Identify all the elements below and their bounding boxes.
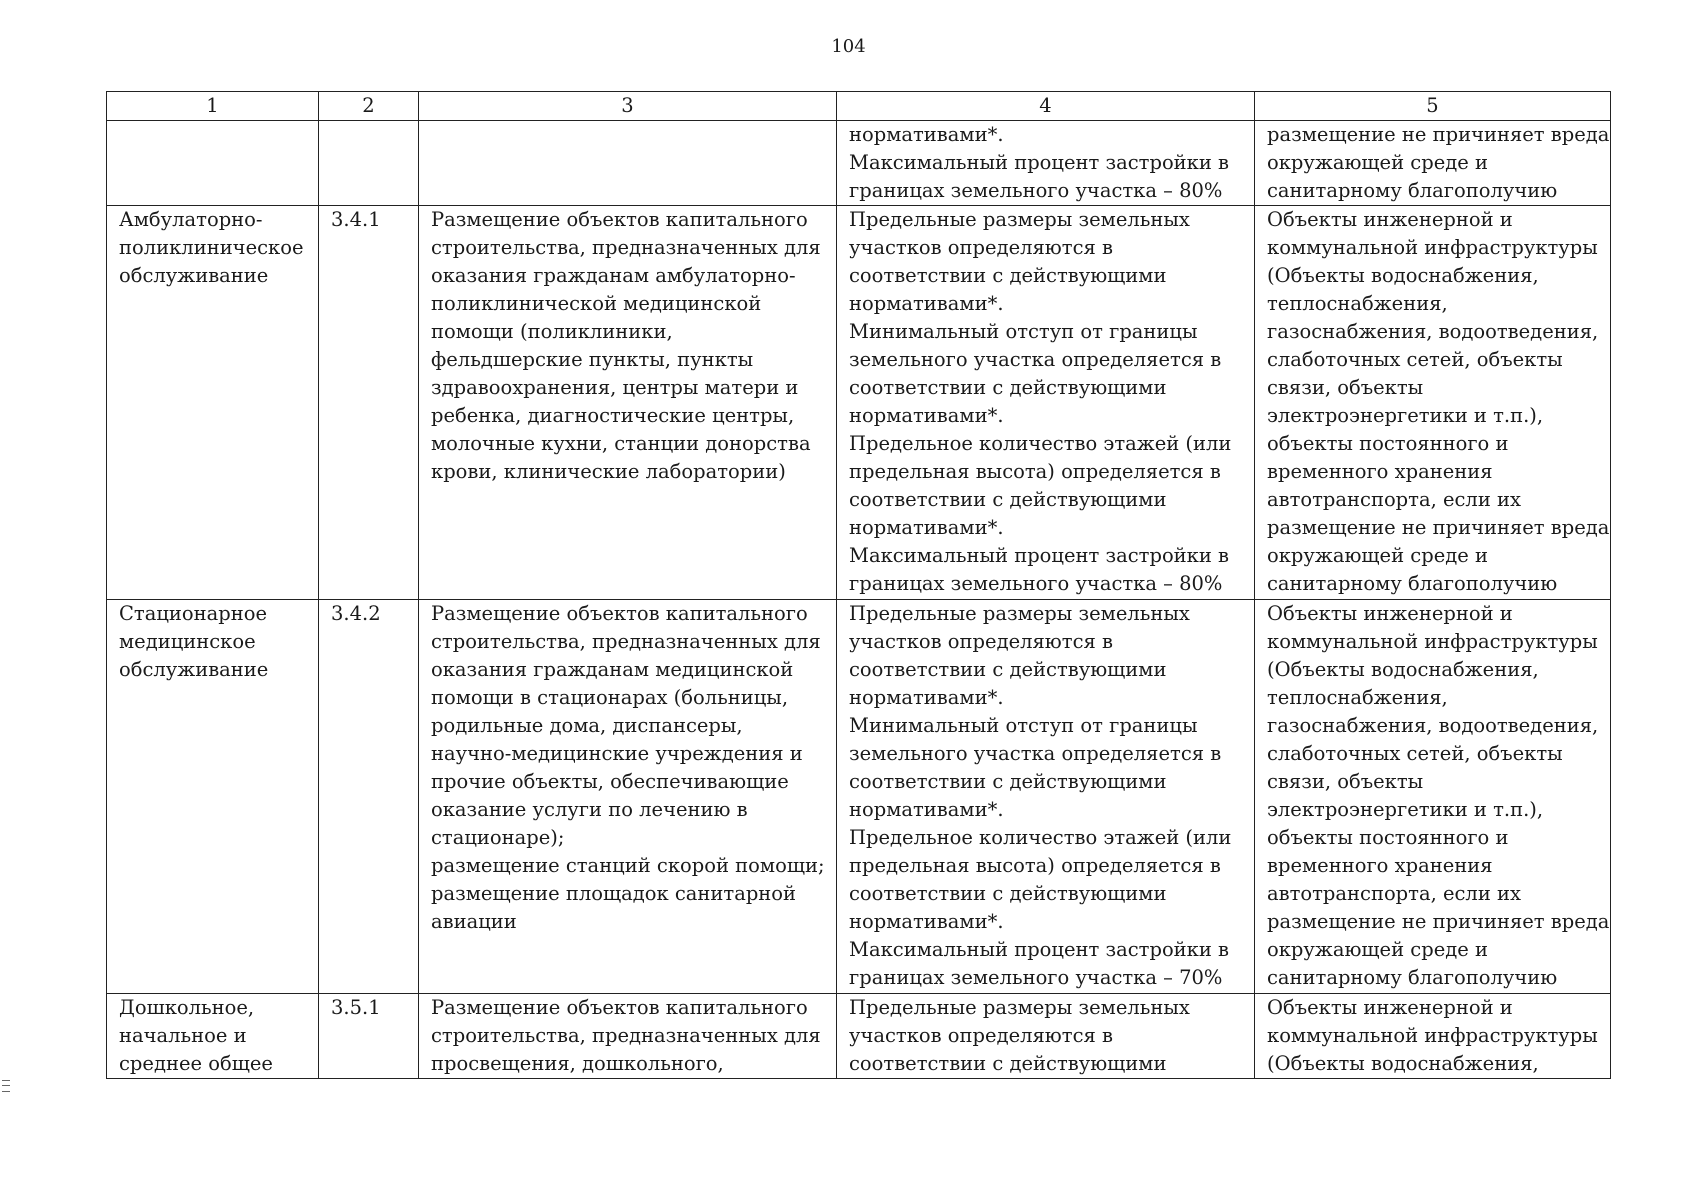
text-line: нормативами*. xyxy=(849,798,1004,821)
table-row xyxy=(107,600,1611,994)
parameters-cell xyxy=(837,121,1255,206)
text-line: молочные кухни, станции донорства xyxy=(431,432,811,455)
text-line: Объекты инженерной и xyxy=(1267,208,1513,231)
text-line: газоснабжения, водоотведения, xyxy=(1267,320,1599,343)
text-line: связи, объекты xyxy=(1267,770,1424,793)
column-number-row xyxy=(107,92,1611,121)
column-number-5: 5 xyxy=(1255,92,1611,121)
text-line: соответствии с действующими xyxy=(849,770,1167,793)
table-row xyxy=(107,121,1611,206)
text-line: нормативами*. xyxy=(849,910,1004,933)
text-line: временного хранения xyxy=(1267,854,1493,877)
text-line: санитарному благополучию xyxy=(1267,966,1558,989)
text-line: соответствии с действующими xyxy=(849,658,1167,681)
text-line: границах земельного участка – 80% xyxy=(849,179,1223,202)
column-number-4: 4 xyxy=(837,92,1255,121)
use-description-cell xyxy=(419,600,837,994)
text-line: (Объекты водоснабжения, xyxy=(1267,264,1539,287)
text-line: оказание услуги по лечению в xyxy=(431,798,748,821)
text-line: Предельные размеры земельных xyxy=(849,602,1190,625)
text-line: фельдшерские пункты, пункты xyxy=(431,348,754,371)
parameters-cell xyxy=(837,600,1255,994)
text-line: соответствии с действующими xyxy=(849,264,1167,287)
text-line: соответствии с действующими xyxy=(849,376,1167,399)
use-name-cell xyxy=(107,994,319,1079)
table-row xyxy=(107,994,1611,1079)
text-line: границах земельного участка – 70% xyxy=(849,966,1223,989)
text-line: окружающей среде и xyxy=(1267,938,1488,961)
text-line: коммунальной инфраструктуры xyxy=(1267,1024,1598,1047)
text-line: связи, объекты xyxy=(1267,376,1424,399)
auxiliary-uses-cell xyxy=(1255,206,1611,600)
text-line: размещение площадок санитарной xyxy=(431,882,797,905)
use-code-cell xyxy=(319,121,419,206)
text-line: газоснабжения, водоотведения, xyxy=(1267,714,1599,737)
text-line: размещение станций скорой помощи; xyxy=(431,854,825,877)
text-line: границах земельного участка – 80% xyxy=(849,572,1223,595)
text-line: коммунальной инфраструктуры xyxy=(1267,630,1598,653)
text-line: Стационарное xyxy=(119,602,267,625)
text-line: авиации xyxy=(431,910,517,933)
text-line: санитарному благополучию xyxy=(1267,572,1558,595)
text-line: теплоснабжения, xyxy=(1267,686,1448,709)
text-line: строительства, предназначенных для xyxy=(431,630,821,653)
text-line: медицинское xyxy=(119,630,256,653)
use-code-cell: 3.4.1 xyxy=(319,206,419,600)
text-line: земельного участка определяется в xyxy=(849,742,1222,765)
text-line: окружающей среде и xyxy=(1267,151,1488,174)
text-line: ребенка, диагностические центры, xyxy=(431,404,795,427)
use-code-cell: 3.5.1 xyxy=(319,994,419,1079)
text-line: обслуживание xyxy=(119,658,269,681)
text-line: слаботочных сетей, объекты xyxy=(1267,742,1563,765)
use-name-cell xyxy=(107,206,319,600)
auxiliary-uses-cell xyxy=(1255,600,1611,994)
text-line: поликлиническое xyxy=(119,236,304,259)
text-line: Амбулаторно- xyxy=(119,208,263,231)
text-line: электроэнергетики и т.п.), xyxy=(1267,798,1544,821)
text-line: теплоснабжения, xyxy=(1267,292,1448,315)
auxiliary-uses-cell xyxy=(1255,994,1611,1079)
text-line: автотранспорта, если их xyxy=(1267,882,1522,905)
text-line: Размещение объектов капитального xyxy=(431,602,808,625)
text-line: участков определяются в xyxy=(849,236,1113,259)
text-line: предельная высота) определяется в xyxy=(849,460,1221,483)
text-line: объекты постоянного и xyxy=(1267,432,1509,455)
text-line: поликлинической медицинской xyxy=(431,292,762,315)
text-line: слаботочных сетей, объекты xyxy=(1267,348,1563,371)
use-name-cell xyxy=(107,600,319,994)
text-line: Предельные размеры земельных xyxy=(849,208,1190,231)
text-line: начальное и xyxy=(119,1024,247,1047)
text-line: коммунальной инфраструктуры xyxy=(1267,236,1598,259)
text-line: размещение не причиняет вреда xyxy=(1267,516,1610,539)
text-line: оказания гражданам медицинской xyxy=(431,658,794,681)
text-line: соответствии с действующими xyxy=(849,488,1167,511)
use-name-cell xyxy=(107,121,319,206)
text-line: участков определяются в xyxy=(849,630,1113,653)
text-line: нормативами*. xyxy=(849,404,1004,427)
text-line: земельного участка определяется в xyxy=(849,348,1222,371)
parameters-cell xyxy=(837,994,1255,1079)
use-description-cell xyxy=(419,121,837,206)
text-line: Дошкольное, xyxy=(119,996,255,1019)
text-line: нормативами*. xyxy=(849,686,1004,709)
text-line: крови, клинические лаборатории) xyxy=(431,460,786,483)
text-line: здравоохранения, центры матери и xyxy=(431,376,799,399)
text-line: Максимальный процент застройки в xyxy=(849,938,1230,961)
text-line: Размещение объектов капитального xyxy=(431,996,808,1019)
column-number-1: 1 xyxy=(107,92,319,121)
parameters-cell xyxy=(837,206,1255,600)
text-line: Объекты инженерной и xyxy=(1267,996,1513,1019)
text-line: временного хранения xyxy=(1267,460,1493,483)
text-line: стационаре); xyxy=(431,826,565,849)
text-line: (Объекты водоснабжения, xyxy=(1267,1052,1539,1075)
text-line: Объекты инженерной и xyxy=(1267,602,1513,625)
table-row xyxy=(107,206,1611,600)
text-line: Минимальный отступ от границы xyxy=(849,320,1198,343)
column-number-3: 3 xyxy=(419,92,837,121)
text-line: размещение не причиняет вреда xyxy=(1267,123,1610,146)
use-description-cell xyxy=(419,994,837,1079)
auxiliary-uses-cell xyxy=(1255,121,1611,206)
text-line: родильные дома, диспансеры, xyxy=(431,714,743,737)
text-line: размещение не причиняет вреда xyxy=(1267,910,1610,933)
text-line: Минимальный отступ от границы xyxy=(849,714,1198,737)
text-line: нормативами*. xyxy=(849,123,1004,146)
text-line: обслуживание xyxy=(119,264,269,287)
text-line: санитарному благополучию xyxy=(1267,179,1558,202)
text-line: объекты постоянного и xyxy=(1267,826,1509,849)
page-number: 104 xyxy=(831,36,866,57)
text-line: помощи в стационарах (больницы, xyxy=(431,686,789,709)
text-line: просвещения, дошкольного, xyxy=(431,1052,724,1075)
column-number-2: 2 xyxy=(319,92,419,121)
text-line: предельная высота) определяется в xyxy=(849,854,1221,877)
text-line: Предельное количество этажей (или xyxy=(849,432,1232,455)
text-line: соответствии с действующими xyxy=(849,882,1167,905)
text-line: участков определяются в xyxy=(849,1024,1113,1047)
text-line: научно-медицинские учреждения и xyxy=(431,742,803,765)
text-line: электроэнергетики и т.п.), xyxy=(1267,404,1544,427)
text-line: нормативами*. xyxy=(849,292,1004,315)
text-line: соответствии с действующими xyxy=(849,1052,1167,1075)
text-line: Максимальный процент застройки в xyxy=(849,151,1230,174)
use-description-cell xyxy=(419,206,837,600)
text-line: строительства, предназначенных для xyxy=(431,236,821,259)
text-line: окружающей среде и xyxy=(1267,544,1488,567)
text-line: Размещение объектов капитального xyxy=(431,208,808,231)
text-line: помощи (поликлиники, xyxy=(431,320,673,343)
text-line: среднее общее xyxy=(119,1052,273,1075)
text-line: Максимальный процент застройки в xyxy=(849,544,1230,567)
text-line: (Объекты водоснабжения, xyxy=(1267,658,1539,681)
text-line: нормативами*. xyxy=(849,516,1004,539)
text-line: прочие объекты, обеспечивающие xyxy=(431,770,789,793)
text-line: оказания гражданам амбулаторно- xyxy=(431,264,796,287)
text-line: строительства, предназначенных для xyxy=(431,1024,821,1047)
land-use-table xyxy=(106,91,1611,1079)
text-line: автотранспорта, если их xyxy=(1267,488,1522,511)
text-line: Предельное количество этажей (или xyxy=(849,826,1232,849)
binding-margin-mark xyxy=(2,1080,10,1092)
text-line: Предельные размеры земельных xyxy=(849,996,1190,1019)
use-code-cell: 3.4.2 xyxy=(319,600,419,994)
